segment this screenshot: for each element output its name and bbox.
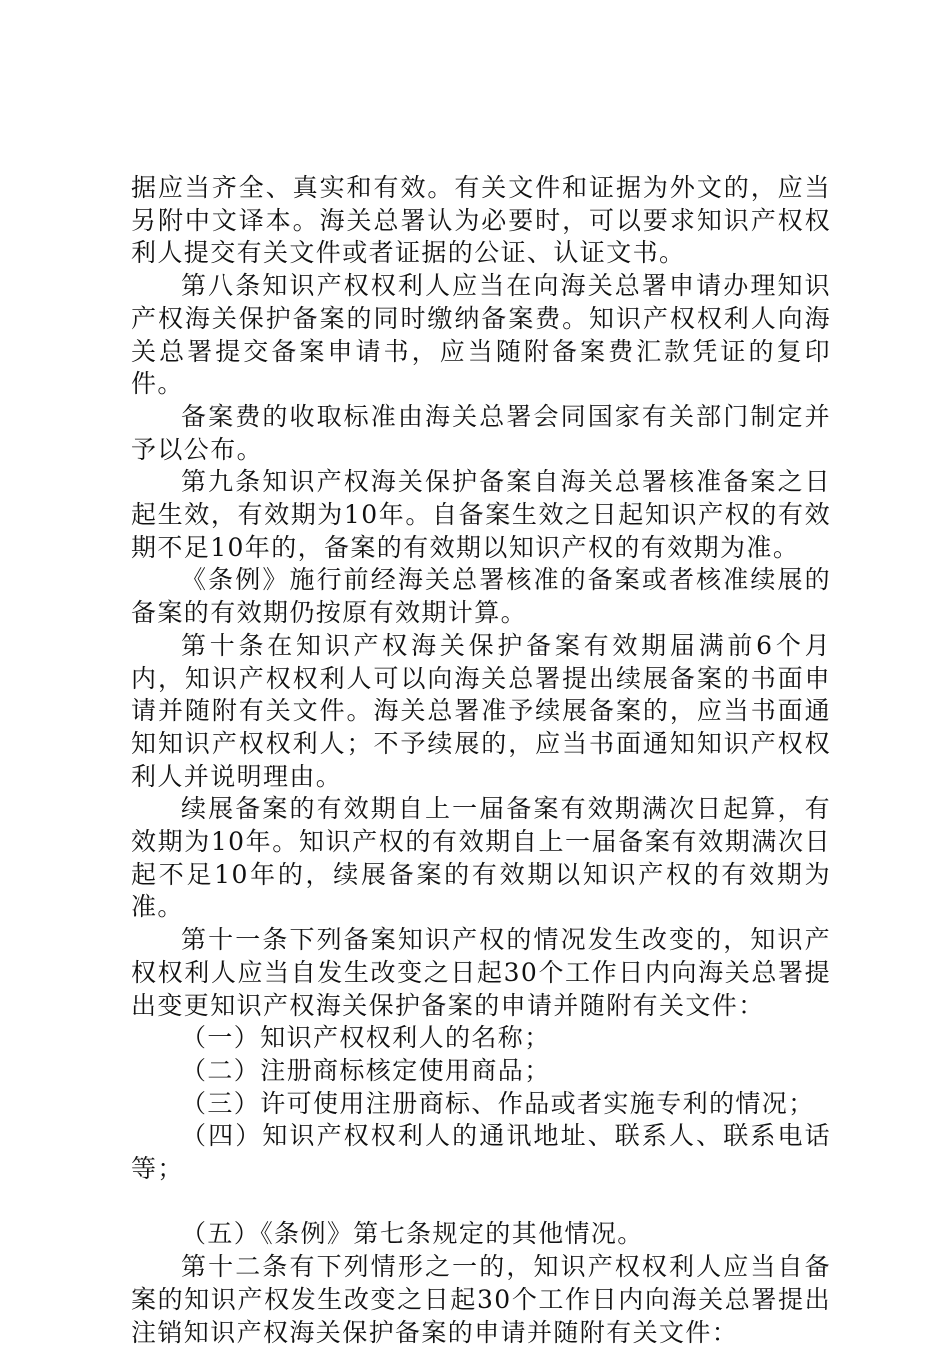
list-item-2: （二）注册商标核定使用商品； [181, 1055, 551, 1085]
list-item-5: （五）《条例》第七条规定的其他情况。 [181, 1219, 644, 1249]
list-item-4: （四）知识产权权利人的通讯地址、联系人、联系电话等； [131, 1121, 831, 1184]
document-body [131, 172, 831, 1349]
list-item-3: （三）许可使用注册商标、作品或者实施专利的情况； [181, 1088, 815, 1118]
list-item-1: （一）知识产权权利人的名称； [181, 1023, 551, 1053]
paragraph-article-8: 第八条知识产权权利人应当在向海关总署申请办理知识产权海关保护备案的同时缴纳备案费。知识产权权利人向海关总署提交备案申请书，应当随附备案费汇款凭证的复印件。 [131, 271, 831, 399]
paragraph-article-11: 第十一条下列备案知识产权的情况发生改变的，知识产权权利人应当自发生改变之日起30个工作日内向海关总署提出变更知识产权海关保护备案的申请并随附有关文件： [131, 925, 831, 1020]
paragraph-article-12: 第十二条有下列情形之一的，知识产权权利人应当自备案的知识产权发生改变之日起30个工作日内向海关总署提出注销知识产权海关保护备案的申请并随附有关文件： [131, 1252, 831, 1347]
paragraph-article-9: 第九条知识产权海关保护备案自海关总署核准备案之日起生效，有效期为10年。自备案生效之日起知识产权的有效期不足10年的，备案的有效期以知识产权的有效期为准。 [131, 467, 831, 562]
paragraph-fee-standard: 备案费的收取标准由海关总署会同国家有关部门制定并予以公布。 [131, 401, 831, 464]
paragraph-article-10: 第十条在知识产权海关保护备案有效期届满前6个月内，知识产权权利人可以向海关总署提出续展备案的书面申请并随附有关文件。海关总署准予续展备案的，应当书面通知知识产权权利人；不予续展的，应当书面通知知识产权权利人并说明理由。 [131, 630, 831, 791]
paragraph-renewal-validity: 续展备案的有效期自上一届备案有效期满次日起算，有效期为10年。知识产权的有效期自上一届备案有效期满次日起不足10年的，续展备案的有效期以知识产权的有效期为准。 [131, 794, 831, 922]
paragraph-continued: 据应当齐全、真实和有效。有关文件和证据为外文的，应当另附中文译本。海关总署认为必要时，可以要求知识产权权利人提交有关文件或者证据的公证、认证文书。 [131, 173, 831, 268]
paragraph-prior-filings: 《条例》施行前经海关总署核准的备案或者核准续展的备案的有效期仍按原有效期计算。 [131, 565, 831, 628]
